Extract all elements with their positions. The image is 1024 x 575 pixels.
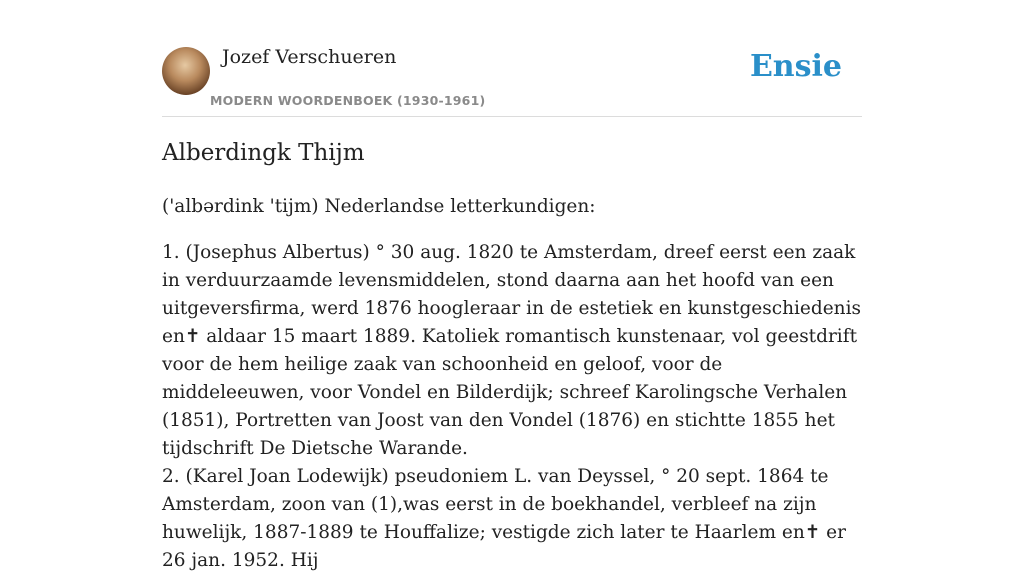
entry-2: 2. (Karel Joan Lodewijk) pseudoniem L. van Deyssel, ° 20 sept. 1864 te Amsterdam, zoon van (1),was eerst in de boekhandel, verbleef na zijn huwelijk, 1887-1889 te Houffalize; vestigde zich later te Haarlem en✝ er 26 jan. 1952. Hij [162,466,846,571]
article-title: Alberdingk Thijm [162,140,365,166]
source-dictionary[interactable]: MODERN WOORDENBOEK (1930-1961) [210,93,486,108]
article-body [162,193,862,575]
ensie-logo[interactable]: Ensie [749,49,842,84]
article-intro: ('albərdink 'tijm) Nederlandse letterkundigen: [162,196,596,217]
author-avatar[interactable] [162,47,210,95]
article-header [162,46,862,117]
author-name[interactable]: Jozef Verschueren [222,46,397,68]
entry-1: 1. (Josephus Albertus) ° 30 aug. 1820 te Amsterdam, dreef eerst een zaak in verduurzaamde levensmiddelen, stond daarna aan het hoofd van een uitgeversfirma, werd 1876 hoogleraar in de estetiek en kunstgeschiedenis en✝ aldaar 15 maart 1889. Katoliek romantisch kunstenaar, vol geestdrift voor de hem heilige zaak van schoonheid en geloof, voor de middeleeuwen, voor Vondel en Bilderdijk; schreef Karolingsche Verhalen (1851), Portretten van Joost van den Vondel (1876) en stichtte 1855 het tijdschrift De Dietsche Warande. [162,242,861,459]
